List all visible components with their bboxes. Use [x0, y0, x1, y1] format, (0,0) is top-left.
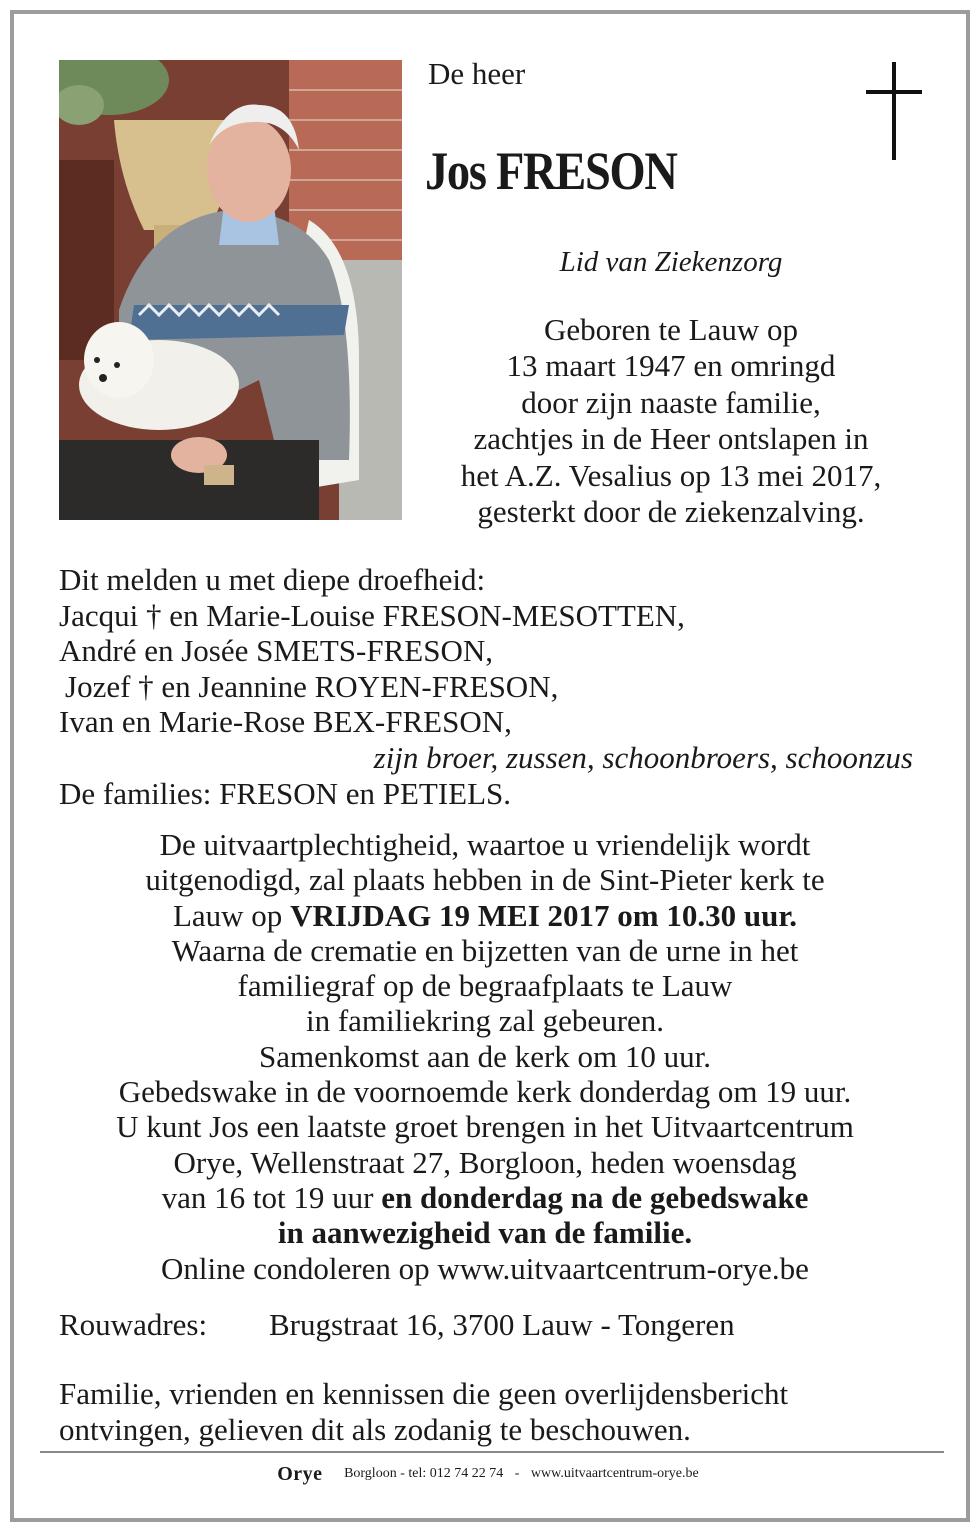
footer-contact: Borgloon - tel: 012 74 22 74: [344, 1466, 504, 1481]
closing-note: [59, 1376, 939, 1448]
footer: [0, 1462, 980, 1486]
honorific: De heer: [428, 56, 526, 91]
visitation-line: [40, 1180, 930, 1215]
cross-icon: [866, 62, 922, 160]
funeral-line-text: Lauw op: [172, 897, 291, 933]
funeral-line: familiegraf op de begraafplaats te Lauw: [237, 968, 733, 1004]
membership-note: Lid van Ziekenzorg: [559, 246, 783, 278]
closing-line: Familie, vrienden en kennissen die geen overlijdensbericht: [59, 1376, 789, 1411]
funeral-details: [40, 827, 930, 1286]
mourning-address: [59, 1305, 735, 1345]
funeral-line: Orye, Wellenstraat 27, Borgloon, heden woensdag: [173, 1144, 797, 1180]
visitation-line-2: [40, 1215, 930, 1250]
funeral-line: uitgenodigd, zal plaats hebben in de Sint-Pieter kerk te: [145, 862, 825, 898]
funeral-line: Samenkomst aan de kerk om 10 uur.: [259, 1038, 711, 1074]
family-line: Ivan en Marie-Rose BEX-FRESON,: [59, 704, 512, 740]
funeral-date: VRIJDAG 19 MEI 2017 om 10.30 uur.: [290, 897, 798, 933]
birth-line: het A.Z. Vesalius op 13 mei 2017,: [460, 457, 882, 493]
announcement-intro: Dit melden u met diepe droefheid:: [59, 562, 486, 597]
closing-line: ontvingen, gelieven dit als zodanig te beschouwen.: [59, 1412, 691, 1447]
birth-line: gesterkt door de ziekenzalving.: [477, 494, 865, 530]
visitation-bold: in aanwezigheid van de familie.: [277, 1215, 693, 1251]
portrait-image: [59, 60, 402, 520]
family-line: Jacqui † en Marie-Louise FRESON-MESOTTEN,: [59, 597, 685, 633]
birth-death-details: [418, 312, 924, 530]
funeral-line: Waarna de crematie en bijzetten van de urne in het: [171, 932, 799, 968]
birth-line: Geboren te Lauw op: [544, 312, 798, 347]
families-line: De families: FRESON en PETIELS.: [59, 775, 512, 811]
funeral-line: Gebedswake in de voornoemde kerk donderdag om 19 uur.: [118, 1074, 852, 1110]
portrait-photo: [59, 60, 402, 520]
family-announcement: [59, 562, 939, 811]
funeral-line: U kunt Jos een laatste groet brengen in het Uitvaartcentrum: [116, 1109, 854, 1145]
address-label: Rouwadres:: [59, 1307, 208, 1342]
funeral-date-line: [40, 898, 930, 933]
birth-line: 13 maart 1947 en omringd: [506, 348, 836, 384]
family-line: Jozef † en Jeannine ROYEN-FRESON,: [65, 668, 559, 704]
funeral-home-logo: Orye: [277, 1463, 323, 1485]
footer-separator: -: [514, 1466, 520, 1481]
funeral-line: De uitvaartplechtigheid, waartoe u vriendelijk wordt: [159, 827, 811, 862]
visitation-bold: en donderdag na de gebedswake: [381, 1179, 809, 1215]
address-value: Brugstraat 16, 3700 Lauw - Tongeren: [269, 1307, 735, 1342]
birth-line: zachtjes in de Heer ontslapen in: [473, 421, 869, 457]
visitation-text: van 16 tot 19 uur: [161, 1179, 382, 1215]
footer-website[interactable]: www.uitvaartcentrum-orye.be: [530, 1466, 699, 1481]
funeral-line: in familiekring zal gebeuren.: [305, 1003, 665, 1039]
footer-divider: [40, 1451, 944, 1453]
online-condolence-line: Online condoleren op www.uitvaartcentrum-orye.be: [161, 1250, 809, 1286]
birth-line: door zijn naaste familie,: [521, 384, 821, 420]
relation-note: zijn broer, zussen, schoonbroers, schoonzus: [373, 739, 913, 775]
family-line: André en Josée SMETS-FRESON,: [59, 633, 493, 669]
deceased-name: Jos FRESON: [425, 141, 677, 201]
